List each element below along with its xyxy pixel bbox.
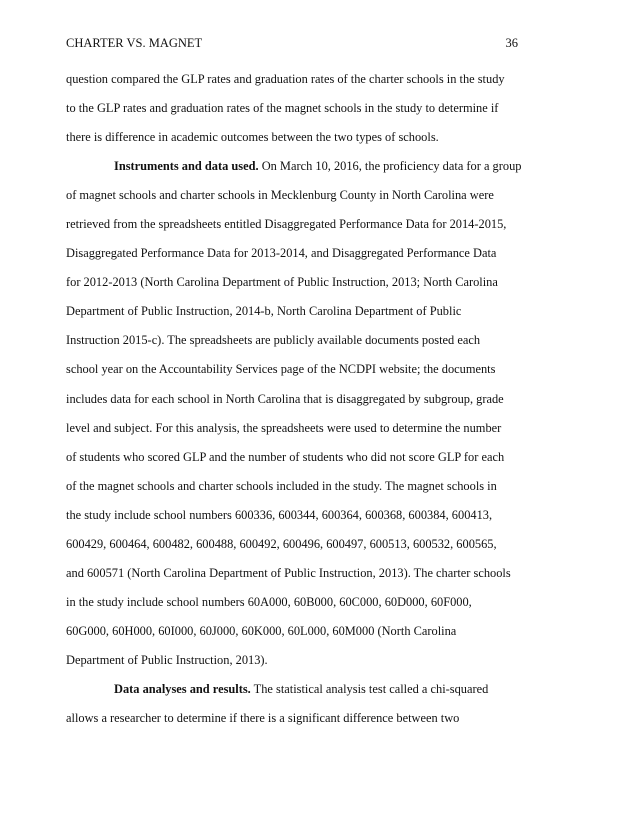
text-line: Instruction 2015-c). The spreadsheets are publicly available documents posted each	[66, 333, 481, 348]
section-heading-line-instruments	[66, 157, 528, 186]
section-heading-instruments: Instruments and data used.	[114, 159, 259, 174]
section-heading-analysis: Data analyses and results.	[114, 681, 251, 696]
text-line: of the magnet schools and charter schools included in the study. The magnet schools in	[66, 478, 497, 493]
text-line: level and subject. For this analysis, the spreadsheets were used to determine the number	[66, 420, 502, 435]
running-head-title: CHARTER VS. MAGNET	[66, 36, 203, 50]
text-line: to the GLP rates and graduation rates of the magnet schools in the study to determine if	[66, 101, 499, 116]
text-line: of students who scored GLP and the number of students who did not score GLP for each	[66, 449, 505, 464]
text-line: for 2012-2013 (North Carolina Department of Public Instruction, 2013; North Carolina	[66, 275, 498, 290]
text-line: retrieved from the spreadsheets entitled Disaggregated Performance Data for 2014-2015,	[66, 217, 507, 232]
text-line: allows a researcher to determine if there is a significant difference between two	[66, 711, 460, 726]
text-line: includes data for each school in North Carolina that is disaggregated by subgroup, grade	[66, 391, 504, 406]
page-number: 36	[505, 36, 518, 50]
section-lead-text: On March 10, 2016, the proficiency data for a group	[258, 159, 522, 174]
section-lead-text: The statistical analysis test called a chi-squared	[250, 681, 489, 696]
body-text	[66, 70, 528, 738]
running-head	[66, 34, 518, 52]
text-line: question compared the GLP rates and graduation rates of the charter schools in the study	[66, 72, 505, 86]
text-line: 600429, 600464, 600482, 600488, 600492, 600496, 600497, 600513, 600532, 600565,	[66, 536, 497, 551]
text-line: Department of Public Instruction, 2014-b, North Carolina Department of Public	[66, 304, 462, 319]
text-line: and 600571 (North Carolina Department of Public Instruction, 2013). The charter schools	[66, 565, 511, 580]
text-line: there is difference in academic outcomes between the two types of schools.	[66, 130, 439, 145]
text-line: Department of Public Instruction, 2013).	[66, 652, 268, 667]
text-line: school year on the Accountability Services page of the NCDPI website; the documents	[66, 362, 496, 377]
text-line: the study include school numbers 600336, 600344, 600364, 600368, 600384, 600413,	[66, 507, 493, 522]
text-line: 60G000, 60H000, 60I000, 60J000, 60K000, 60L000, 60M000 (North Carolina	[66, 623, 457, 638]
text-line: of magnet schools and charter schools in Mecklenburg County in North Carolina were	[66, 188, 494, 203]
section-heading-line-analysis	[66, 680, 528, 709]
text-line: Disaggregated Performance Data for 2013-2014, and Disaggregated Performance Data	[66, 246, 497, 261]
text-line: in the study include school numbers 60A000, 60B000, 60C000, 60D000, 60F000,	[66, 594, 472, 609]
